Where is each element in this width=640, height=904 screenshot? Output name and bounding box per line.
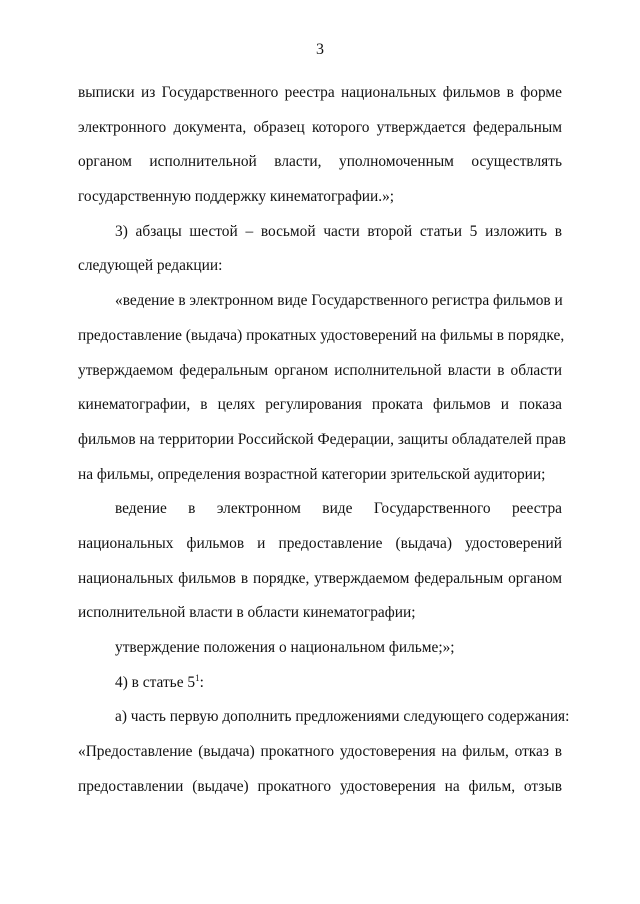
text-line-content: утверждаемом федеральным органом исполнительной власти в области xyxy=(78,361,562,379)
text-line xyxy=(78,492,562,527)
text-line xyxy=(78,596,562,631)
text-line xyxy=(78,562,562,597)
text-line xyxy=(78,735,562,770)
text-line xyxy=(78,76,562,111)
text-line xyxy=(78,666,562,701)
text-line xyxy=(78,423,566,458)
page-number: 3 xyxy=(316,41,324,58)
document-body xyxy=(78,76,570,804)
text-line xyxy=(78,111,562,146)
text-line xyxy=(78,180,562,215)
text-line xyxy=(78,770,562,805)
text-line-content: предоставлении (выдаче) прокатного удостоверения на фильм, отзыв xyxy=(78,777,562,795)
text-line-content: исполнительной власти в области кинематографии; xyxy=(78,604,416,622)
text-line xyxy=(78,284,562,319)
text-line-content: следующей редакции: xyxy=(78,257,223,275)
text-line-content: утверждение положения о национальном фильме;»; xyxy=(115,639,455,656)
text-line xyxy=(78,319,565,354)
text-line-content: выписки из Государственного реестра национальных фильмов в форме xyxy=(78,84,562,101)
text-line xyxy=(78,145,562,180)
text-line xyxy=(78,388,562,423)
text-line-content: органом исполнительной власти, уполномоченным осуществлять xyxy=(78,153,562,171)
text-line-content: на фильмы, определения возрастной категории зрительской аудитории; xyxy=(78,465,546,483)
text-line-content: ведение в электронном виде Государственного реестра xyxy=(115,500,562,518)
text-line xyxy=(78,354,562,389)
text-line-content: 3) абзацы шестой – восьмой части второй статьи 5 изложить в xyxy=(115,222,562,240)
text-line xyxy=(78,700,570,735)
text-line-suffix: : xyxy=(199,673,204,691)
text-line xyxy=(78,631,562,666)
text-line xyxy=(78,458,562,493)
text-line-content: «Предоставление (выдача) прокатного удостоверения на фильм, отказ в xyxy=(78,743,562,761)
text-line-content: фильмов на территории Российской Федерации, защиты обладателей прав xyxy=(78,430,566,448)
text-line xyxy=(78,527,562,562)
text-line-content: а) часть первую дополнить предложениями следующего содержания: xyxy=(115,708,570,726)
superscript: 1 xyxy=(195,672,200,683)
text-line-content: кинематографии, в целях регулирования проката фильмов и показа xyxy=(78,396,562,414)
text-line-content: национальных фильмов в порядке, утверждаемом федеральным органом xyxy=(78,569,562,587)
text-line-content: предоставление (выдача) прокатных удостоверений на фильмы в порядке, xyxy=(78,326,565,344)
text-line xyxy=(78,215,562,250)
text-line xyxy=(78,249,562,284)
text-line-content: национальных фильмов и предоставление (выдача) удостоверений xyxy=(78,534,562,552)
text-line-content: 4) в статье 5 xyxy=(115,673,196,691)
text-line-content: государственную поддержку кинематографии.»; xyxy=(78,188,395,206)
text-line-content: «ведение в электронном виде Государственного регистра фильмов и xyxy=(115,292,563,310)
text-line-content: электронного документа, образец которого утверждается федеральным xyxy=(78,118,562,136)
